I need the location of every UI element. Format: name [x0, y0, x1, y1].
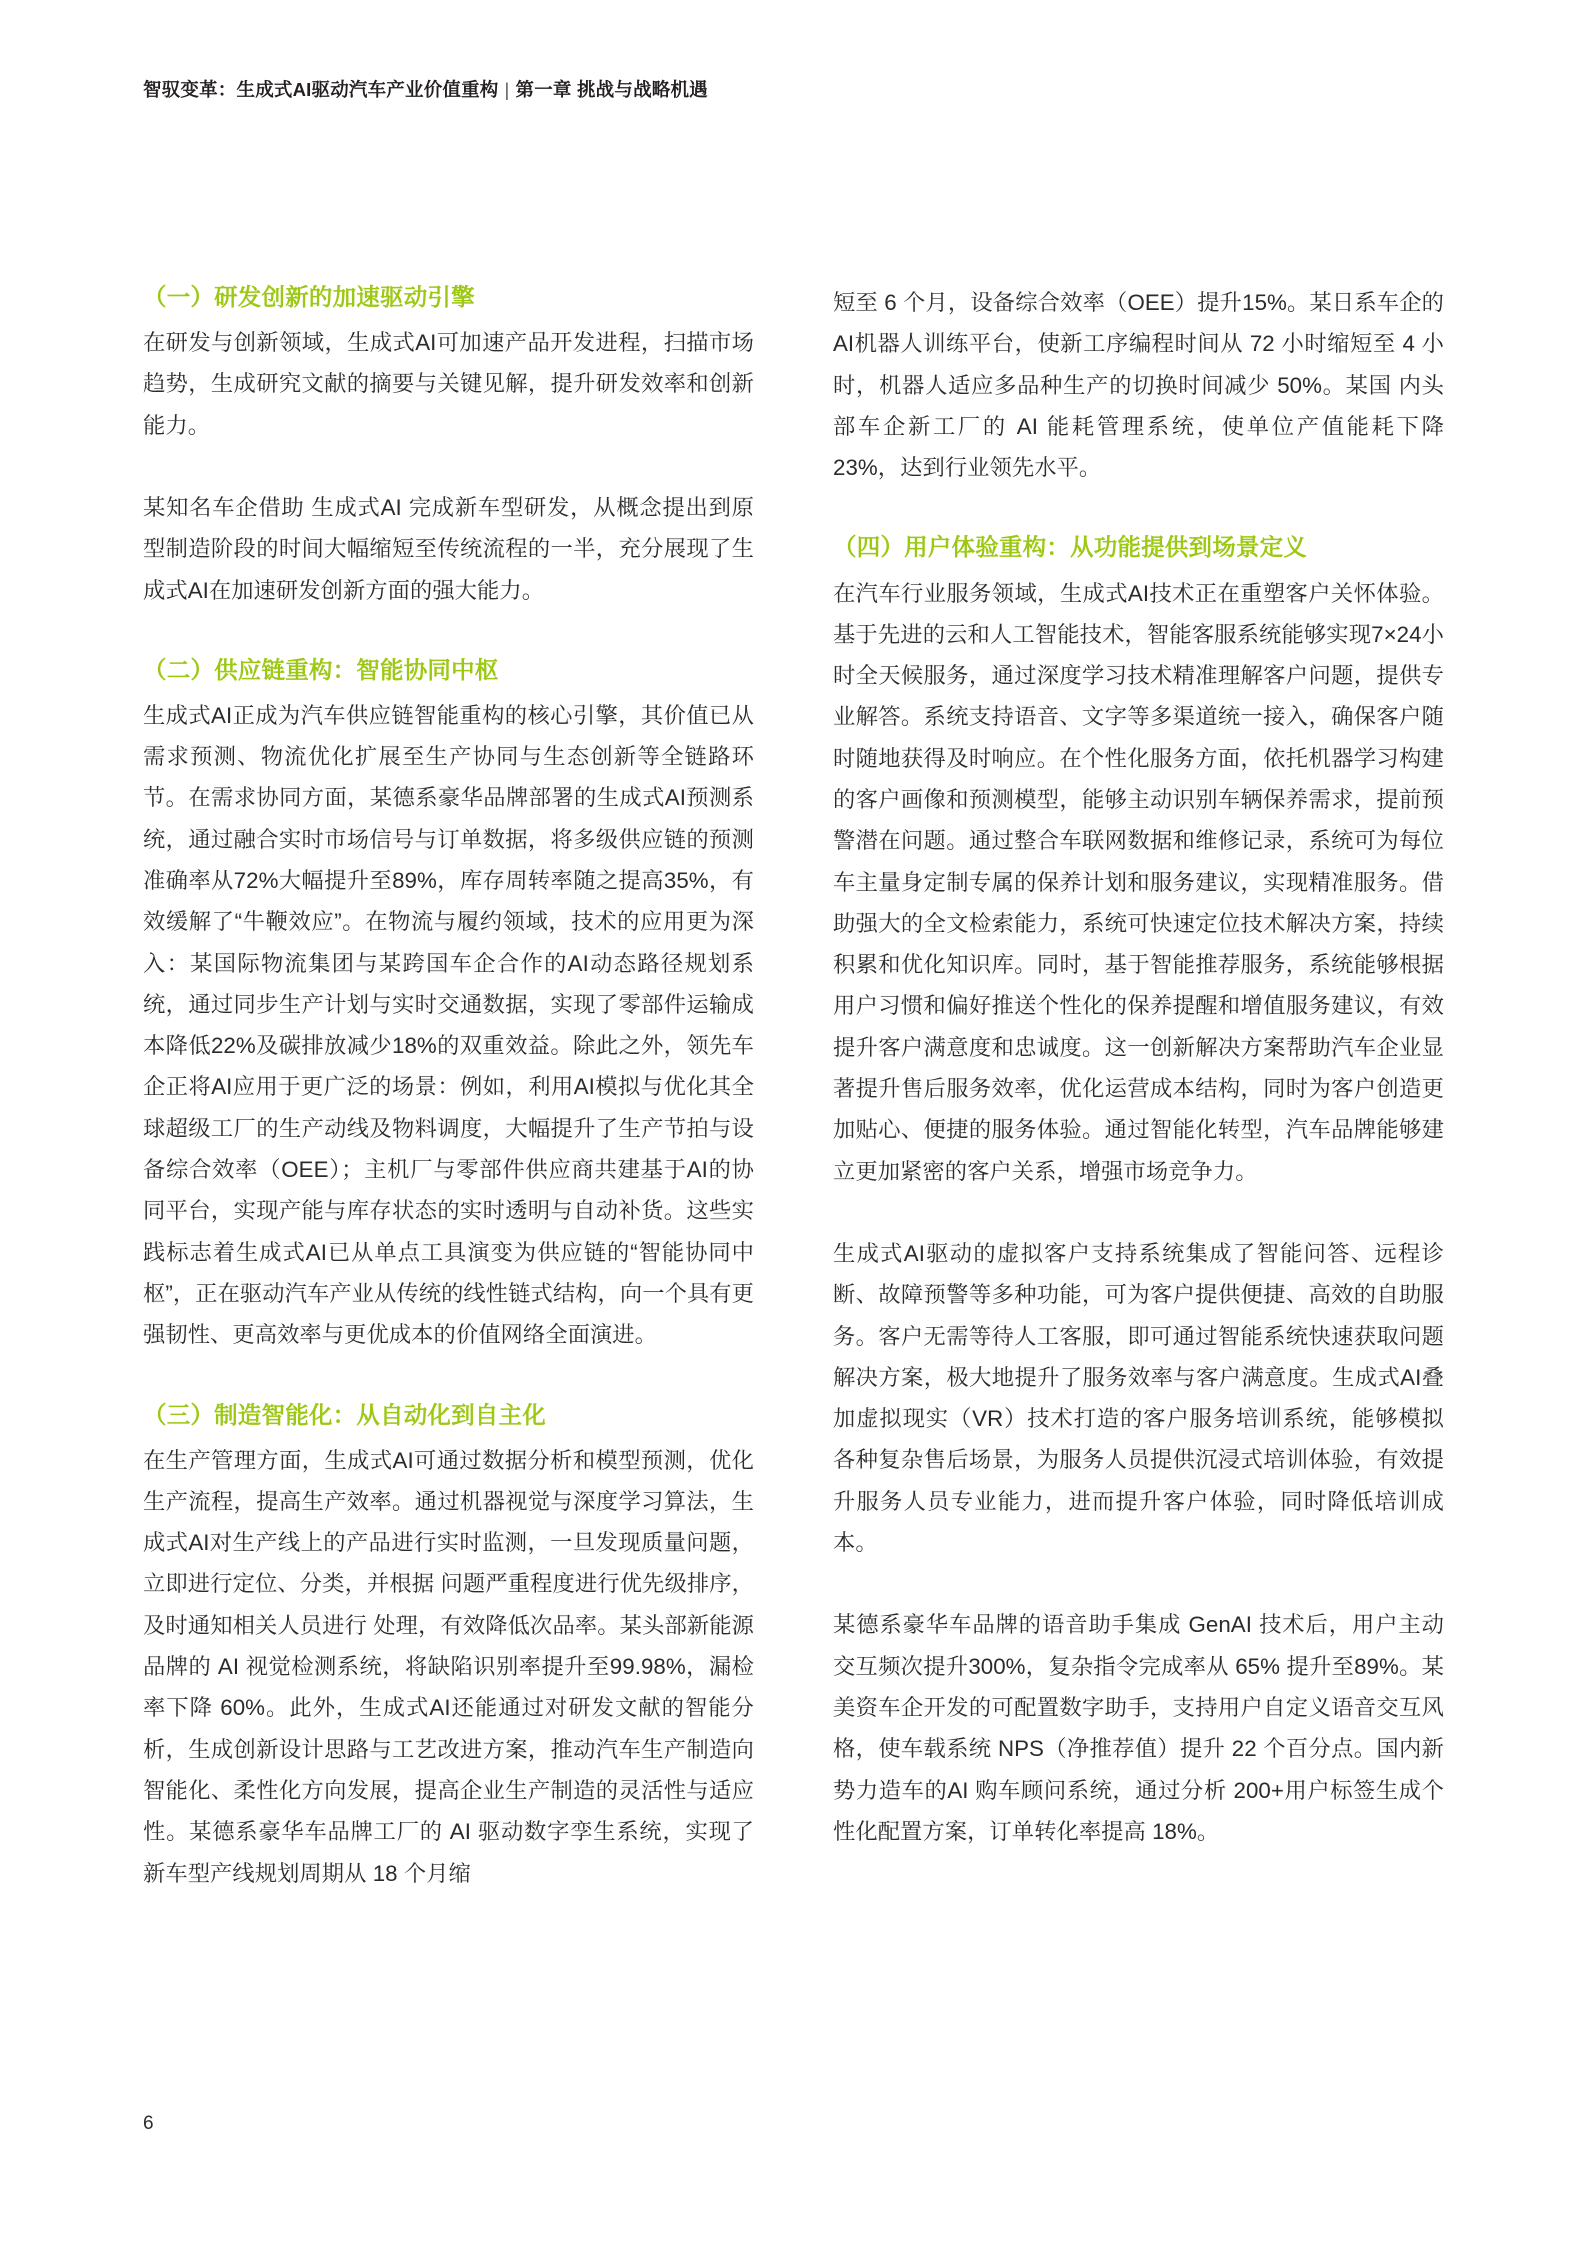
section-four-paragraph-1: 在汽车行业服务领域，生成式AI技术正在重塑客户关怀体验。基于先进的云和人工智能技术，智能客服系统能够实现7×24小时全天候服务，通过深度学习技术精准理解客户问题，提供专业解答。系统支持语音、文字等多渠道统一接入，确保客户随时随地获得及时响应。在个性化服务方面，依托机器学习构建的客户画像和预测模型，能够主动识别车辆保养需求，提前预警潜在问题。通过整合车联网数据和维修记录，系统可为每位车主量身定制专属的保养计划和服务建议，实现精准服务。借助强大的全文检索能力，系统可快速定位技术解决方案，持续积累和优化知识库。同时，基于智能推荐服务，系统能够根据用户习惯和偏好推送个性化的保养提醒和增值服务建议，有效提升客户满意度和忠诚度。这一创新解决方案帮助汽车企业显著提升售后服务效率，优化运营成本结构，同时为客户创造更加贴心、便捷的服务体验。通过智能化转型，汽车品牌能够建立更加紧密的客户关系，增强市场竞争力。: [833, 580, 1444, 1184]
right-column: [833, 282, 1444, 1902]
section-heading-four: （四）用户体验重构：从功能提供到场景定义: [833, 534, 1307, 561]
section-heading-three: （三）制造智能化：从自动化到自主化: [143, 1401, 546, 1428]
section-one-paragraph-1: 在研发与创新领域，生成式AI可加速产品开发进程，扫描市场趋势，生成研究文献的摘要与关键见解，提升研发效率和创新能力。: [143, 330, 754, 438]
running-header-separator: |: [504, 79, 510, 100]
section-two-paragraph: 生成式AI正成为汽车供应链智能重构的核心引擎，其价值已从需求预测、物流优化扩展至生产协同与生态创新等全链路环节。在需求协同方面，某德系豪华品牌部署的生成式AI预测系统，通过融合实时市场信号与订单数据，将多级供应链的预测准确率从72%大幅提升至89%，库存周转率随之提高35%，有效缓解了“牛鞭效应”。在物流与履约领域，技术的应用更为深入：某国际物流集团与某跨国车企合作的AI动态路径规划系统，通过同步生产计划与实时交通数据，实现了零部件运输成本降低22%及碳排放减少18%的双重效益。除此之外，领先车企正将AI应用于更广泛的场景：例如，利用AI模拟与优化其全球超级工厂的生产动线及物料调度，大幅提升了生产节拍与设备综合效率（OEE）；主机厂与零部件供应商共建基于AI的协同平台，实现产能与库存状态的实时透明与自动补货。这些实践标志着生成式AI已从单点工具演变为供应链的“智能协同中枢”，正在驱动汽车产业从传统的线性链式结构，向一个具有更强韧性、更高效率与更优成本的价值网络全面演进。: [143, 702, 754, 1348]
section-heading-two: （二）供应链重构：智能协同中枢: [143, 656, 499, 683]
section-four-paragraph-2: 生成式AI驱动的虚拟客户支持系统集成了智能问答、远程诊断、故障预警等多种功能，可为客户提供便捷、高效的自助服务。客户无需等待人工客服，即可通过智能系统快速获取问题解决方案，极大地提升了服务效率与客户满意度。生成式AI叠加虚拟现实（VR）技术打造的客户服务培训系统，能够模拟各种复杂售后场景，为服务人员提供沉浸式培训体验，有效提升服务人员专业能力，进而提升客户体验，同时降低培训成本。: [833, 1240, 1444, 1556]
continuation-paragraph: 短至 6 个月，设备综合效率（OEE）提升15%。某日系车企的AI机器人训练平台，使新工序编程时间从 72 小时缩短至 4 小时，机器人适应多品种生产的切换时间减少 50%。某国 内头部车企新工厂的 AI 能耗管理系统，使单位产值能耗下降23%，达到行业领先水平。: [833, 290, 1444, 481]
section-four-paragraph-3: 某德系豪华车品牌的语音助手集成 GenAI 技术后，用户主动交互频次提升300%，复杂指令完成率从 65% 提升至89%。某美资车企开发的可配置数字助手，支持用户自定义语音交互风格，使车载系统 NPS（净推荐值）提升 22 个百分点。国内新势力造车的AI 购车顾问系统，通过分析 200+用户标签生成个性化配置方案，订单转化率提高 18%。: [833, 1612, 1444, 1844]
two-column-body: [143, 282, 1444, 1902]
running-header-chapter: 第一章 挑战与战略机遇: [515, 79, 708, 100]
section-three-paragraph: 在生产管理方面，生成式AI可通过数据分析和模型预测，优化生产流程，提高生产效率。通过机器视觉与深度学习算法，生成式AI对生产线上的产品进行实时监测，一旦发现质量问题，立即进行定位、分类，并根据 问题严重程度进行优先级排序，及时通知相关人员进行 处理，有效降低次品率。某头部新能源品牌的 AI 视觉检测系统，将缺陷识别率提升至99.98%，漏检率下降 60%。此外，生成式AI还能通过对研发文献的智能分析，生成创新设计思路与工艺改进方案，推动汽车生产制造向智能化、柔性化方向发展，提高企业生产制造的灵活性与适应性。某德系豪华车品牌工厂的 AI 驱动数字孪生系统，实现了新车型产线规划周期从 18 个月缩: [143, 1447, 754, 1886]
section-heading-one: （一）研发创新的加速驱动引擎: [143, 284, 475, 310]
left-column: [143, 282, 754, 1902]
section-one-paragraph-2: 某知名车企借助 生成式AI 完成新车型研发，从概念提出到原型制造阶段的时间大幅缩短至传统流程的一半，充分展现了生成式AI在加速研发创新方面的强大能力。: [143, 494, 754, 603]
page-number: 6: [143, 2113, 154, 2134]
running-header-title: 智驭变革：生成式AI驱动汽车产业价值重构: [143, 79, 499, 100]
running-header: [143, 76, 1444, 102]
